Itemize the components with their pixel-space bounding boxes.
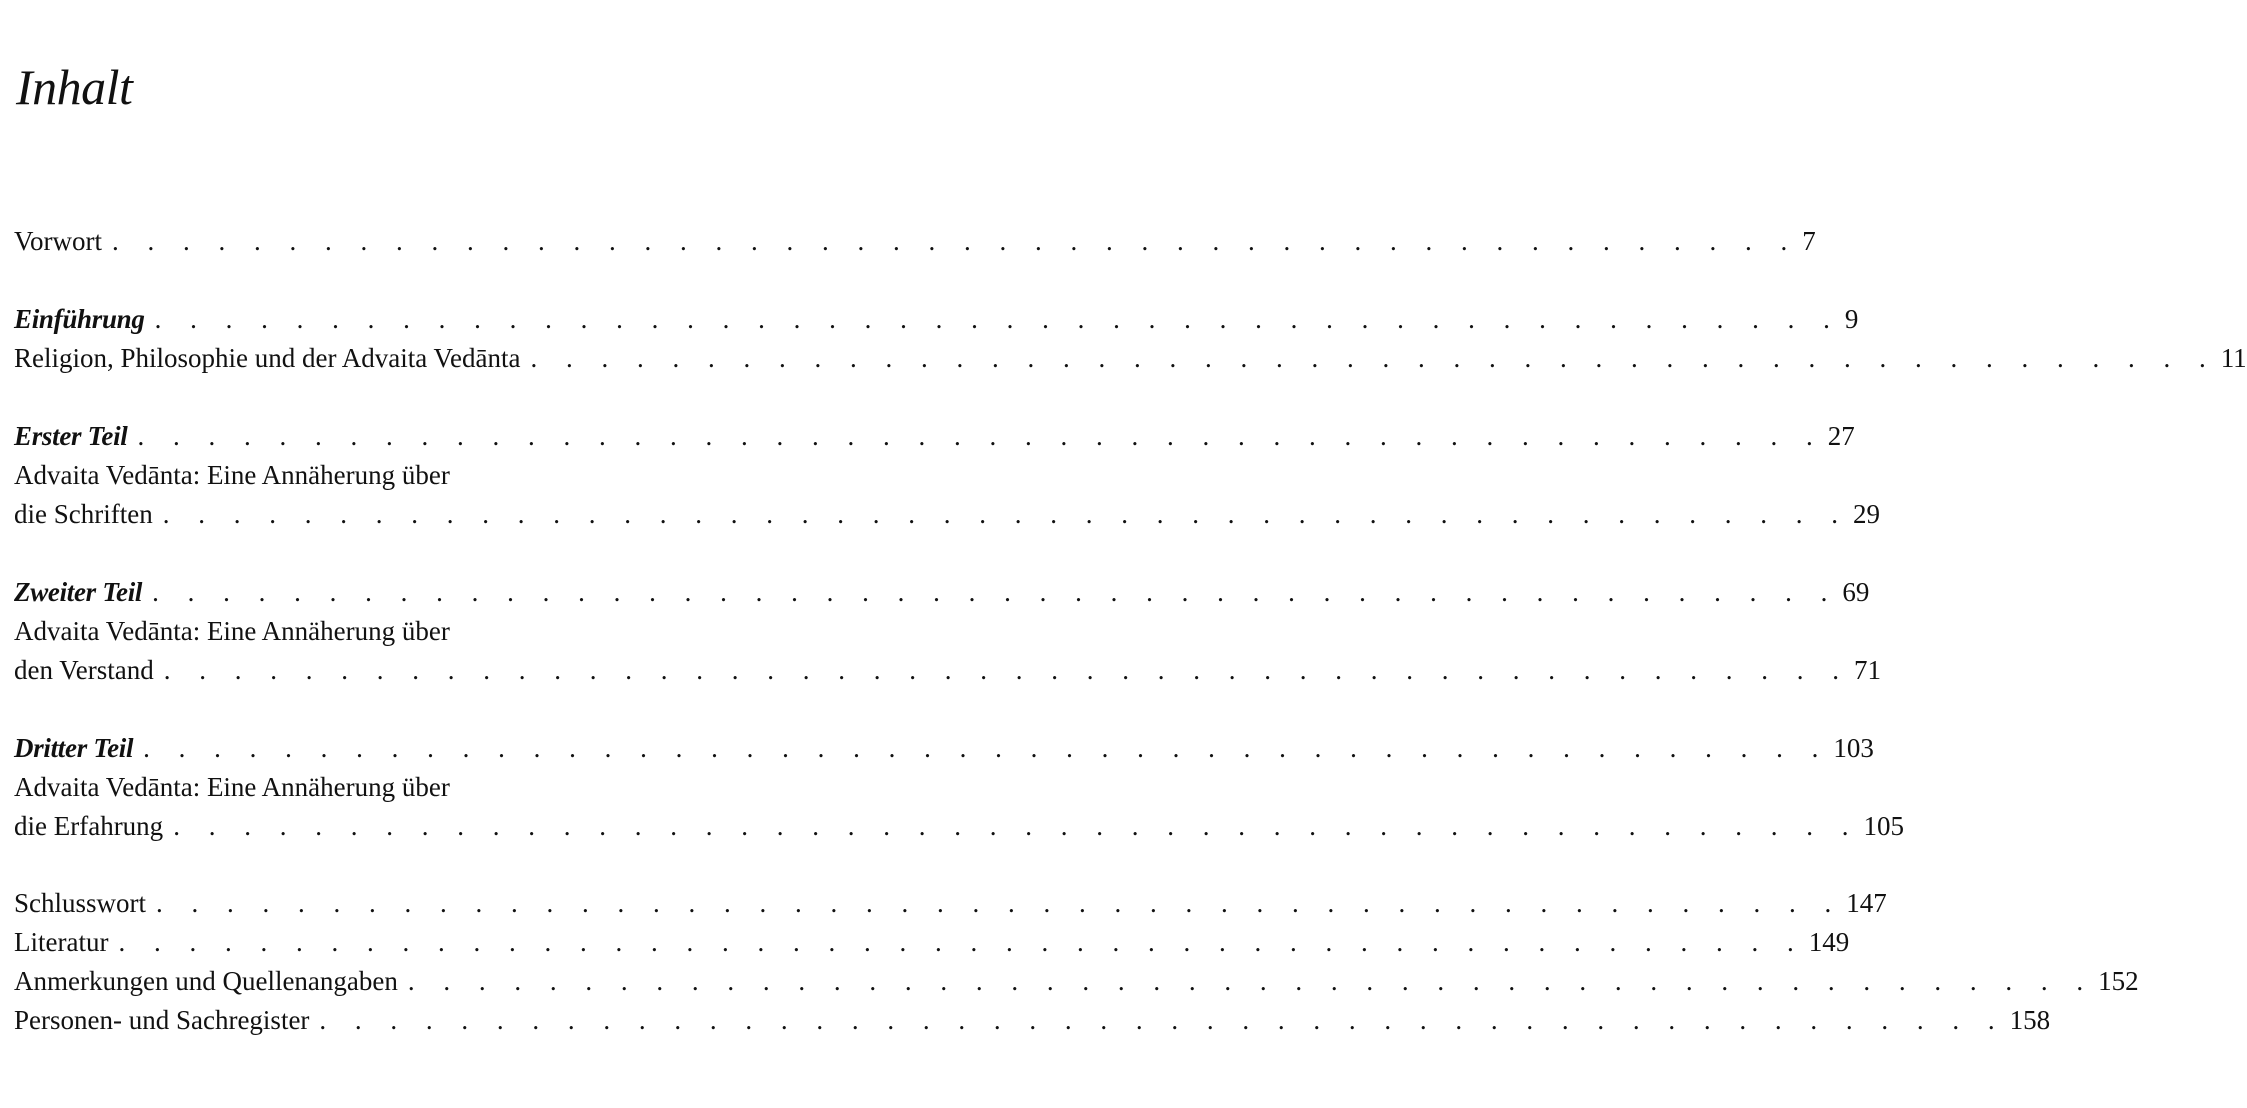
toc-entry-vorwort[interactable]	[14, 224, 1816, 258]
toc-page-number: 158	[2009, 1005, 2051, 1035]
toc-label: Schlusswort	[14, 888, 147, 918]
toc-label: Personen- und Sachregister	[14, 1005, 310, 1035]
toc-page-number: 9	[1844, 304, 1859, 334]
toc-part-heading: Erster Teil	[14, 421, 128, 451]
dot-leader: . . . . . . . . . . . . . . . . . . . . . . . . . . . . . . . . . . . . . . . . . . . . . . . .	[530, 343, 2217, 373]
dot-leader: . . . . . . . . . . . . . . . . . . . . . . . . . . . . . . . . . . . . . . . . . . . . . . . .	[163, 655, 1850, 685]
toc-entry-literatur[interactable]	[14, 925, 1850, 959]
toc-entry-erster-teil[interactable]	[14, 419, 1855, 453]
toc-label: Advaita Vedānta: Eine Annäherung über	[14, 772, 450, 802]
toc-entry-anmerkungen[interactable]	[14, 964, 2139, 998]
toc-entry-erster-sub-line1[interactable]	[14, 458, 764, 492]
dot-leader: . . . . . . . . . . . . . . . . . . . . . . . . . . . . . . . . . . . . . . . . . . . . . . . .	[137, 421, 1824, 451]
toc-entry-zweiter-sub-line1[interactable]	[14, 614, 764, 648]
toc-part-heading: Zweiter Teil	[14, 577, 143, 607]
page-title: Inhalt	[16, 59, 133, 115]
toc-page-number: 11	[2220, 343, 2247, 373]
toc-label: die Erfahrung	[14, 811, 164, 841]
toc-entry-erster-sub-line2[interactable]	[14, 497, 1880, 531]
toc-entry-zweiter-sub-line2[interactable]	[14, 653, 1881, 687]
dot-leader: . . . . . . . . . . . . . . . . . . . . . . . . . . . . . . . . . . . . . . . . . . . . . . . .	[173, 811, 1860, 841]
toc-label: Literatur	[14, 927, 109, 957]
dot-leader: . . . . . . . . . . . . . . . . . . . . . . . . . . . . . . . . . . . . . . . . . . . . . . . .	[112, 226, 1799, 256]
toc-page-number: 105	[1863, 811, 1904, 841]
toc-part-heading: Dritter Teil	[14, 733, 134, 763]
dot-leader: . . . . . . . . . . . . . . . . . . . . . . . . . . . . . . . . . . . . . . . . . . . . . . . .	[152, 577, 1839, 607]
toc-page-number: 152	[2098, 966, 2139, 996]
toc-page-number: 147	[1846, 888, 1887, 918]
toc-page-number: 149	[1808, 927, 1850, 957]
toc-label: Anmerkungen und Quellenangaben	[14, 966, 398, 996]
dot-leader: . . . . . . . . . . . . . . . . . . . . . . . . . . . . . . . . . . . . . . . . . . . . . . . .	[118, 927, 1805, 957]
toc-page-number: 7	[1802, 226, 1816, 256]
toc-page-number: 103	[1833, 733, 1874, 763]
dot-leader: . . . . . . . . . . . . . . . . . . . . . . . . . . . . . . . . . . . . . . . . . . . . . . . .	[156, 888, 1843, 918]
toc-entry-schlusswort[interactable]	[14, 886, 1887, 920]
dot-leader: . . . . . . . . . . . . . . . . . . . . . . . . . . . . . . . . . . . . . . . . . . . . . . . .	[319, 1005, 2006, 1035]
toc-entry-dritter-sub-line2[interactable]	[14, 809, 1904, 843]
dot-leader: . . . . . . . . . . . . . . . . . . . . . . . . . . . . . . . . . . . . . . . . . . . . . . . .	[143, 733, 1830, 763]
toc-entry-religion[interactable]	[14, 341, 2247, 375]
toc-part-heading: Einführung	[14, 304, 145, 334]
dot-leader: . . . . . . . . . . . . . . . . . . . . . . . . . . . . . . . . . . . . . . . . . . . . . . . .	[407, 966, 2095, 996]
toc-page-number: 29	[1852, 499, 1880, 529]
toc-page-number: 71	[1853, 655, 1881, 685]
toc-label: die Schriften	[14, 499, 153, 529]
toc-entry-dritter-teil[interactable]	[14, 731, 1874, 765]
toc-page-number: 69	[1842, 577, 1870, 607]
toc-label: Advaita Vedānta: Eine Annäherung über	[14, 616, 450, 646]
toc-label: Vorwort	[14, 226, 103, 256]
toc-page-number: 27	[1827, 421, 1855, 451]
dot-leader: . . . . . . . . . . . . . . . . . . . . . . . . . . . . . . . . . . . . . . . . . . . . . . . .	[162, 499, 1849, 529]
toc-entry-einfuehrung[interactable]	[14, 302, 1859, 336]
dot-leader: . . . . . . . . . . . . . . . . . . . . . . . . . . . . . . . . . . . . . . . . . . . . . . . .	[154, 304, 1841, 334]
toc-label: Religion, Philosophie und der Advaita Vedānta	[14, 343, 521, 373]
toc-entry-dritter-sub-line1[interactable]	[14, 770, 764, 804]
toc-label: den Verstand	[14, 655, 154, 685]
toc-entry-zweiter-teil[interactable]	[14, 575, 1870, 609]
toc-entry-register[interactable]	[14, 1003, 2051, 1037]
toc-label: Advaita Vedānta: Eine Annäherung über	[14, 460, 450, 490]
